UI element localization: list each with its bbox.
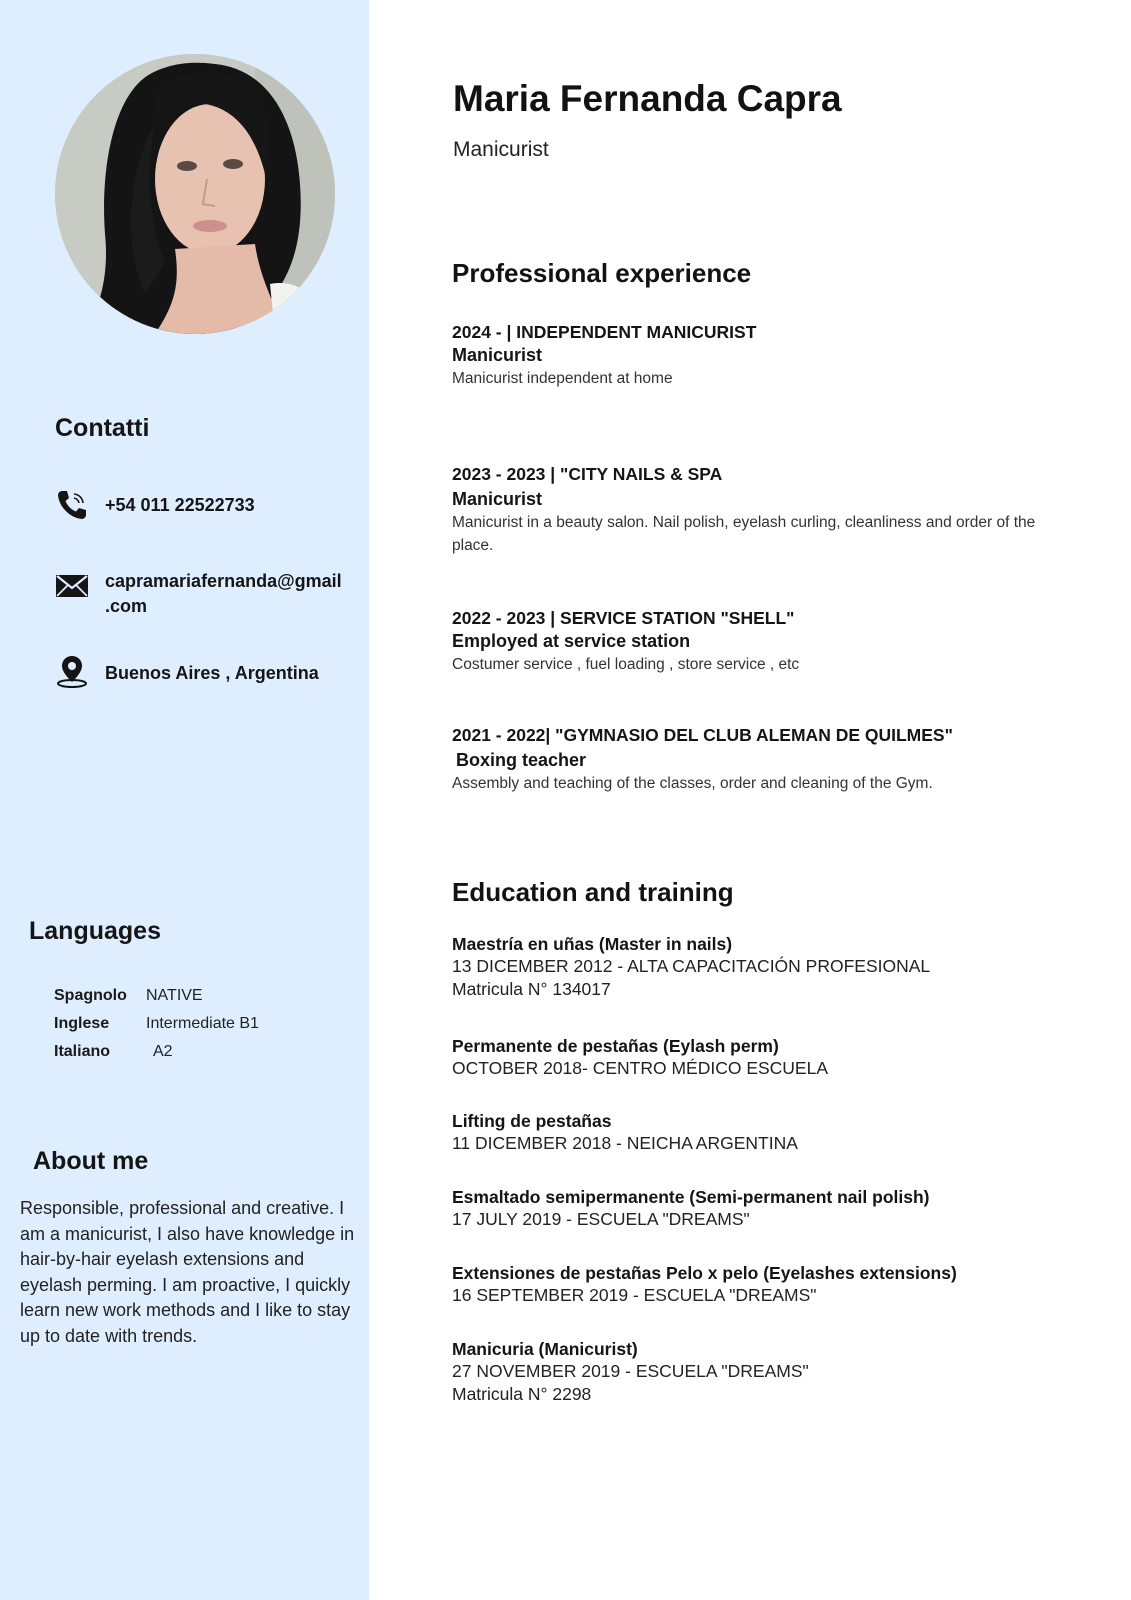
contacts-heading: Contatti — [55, 414, 150, 442]
experience-description: Costumer service , fuel loading , store service , etc — [452, 656, 800, 673]
experience-period-employer: 2023 - 2023 | "CITY NAILS & SPA — [452, 464, 723, 484]
education-item — [452, 1338, 1092, 1406]
sidebar — [0, 0, 369, 1600]
language-name: Spagnolo — [54, 987, 127, 1004]
about-heading: About me — [33, 1147, 149, 1175]
language-level: Intermediate B1 — [146, 1015, 259, 1032]
languages-heading: Languages — [29, 917, 161, 945]
experience-item — [452, 607, 1092, 676]
experience-item — [452, 463, 1092, 557]
education-item — [452, 933, 1092, 1001]
full-name: Maria Fernanda Capra — [453, 78, 842, 119]
education-title: Extensiones de pestañas Pelo x pelo (Eyelashes extensions) — [452, 1263, 957, 1283]
experience-period-employer: 2021 - 2022| "GYMNASIO DEL CLUB ALEMAN DE QUILMES" — [452, 725, 953, 745]
phone-number[interactable]: +54 011 22522733 — [105, 495, 255, 515]
experience-item — [452, 321, 1092, 390]
experience-description: Manicurist in a beauty salon. Nail polish, eyelash curling, cleanliness and order of the place. — [452, 514, 1036, 554]
experience-description: Manicurist independent at home — [452, 370, 673, 387]
language-row — [54, 1043, 173, 1061]
location-pin-icon — [55, 654, 89, 688]
education-item — [452, 1110, 1092, 1155]
language-level: A2 — [153, 1043, 173, 1060]
education-item — [452, 1035, 1092, 1080]
education-item — [452, 1186, 1092, 1231]
contact-location — [55, 654, 319, 688]
experience-heading: Professional experience — [452, 258, 752, 288]
experience-title: Employed at service station — [452, 631, 691, 651]
language-name: Inglese — [54, 1015, 110, 1032]
experience-period-employer: 2024 - | INDEPENDENT MANICURIST — [452, 322, 757, 342]
profile-photo — [55, 54, 335, 334]
experience-title: Boxing teacher — [456, 750, 587, 770]
education-title: Manicuria (Manicurist) — [452, 1339, 638, 1359]
education-title: Maestría en uñas (Master in nails) — [452, 934, 733, 954]
email-address[interactable] — [105, 569, 342, 619]
education-detail: 13 DICEMBER 2012 - ALTA CAPACITACIÓN PROFESIONAL — [452, 956, 931, 976]
profile-photo-illustration — [55, 54, 335, 334]
education-detail: 17 JULY 2019 - ESCUELA "DREAMS" — [452, 1209, 750, 1229]
experience-title: Manicurist — [452, 345, 543, 365]
education-detail: 11 DICEMBER 2018 - NEICHA ARGENTINA — [452, 1133, 798, 1153]
education-detail: 16 SEPTEMBER 2019 - ESCUELA "DREAMS" — [452, 1285, 817, 1305]
location: Buenos Aires , Argentina — [105, 663, 319, 683]
contact-email — [55, 569, 342, 619]
email-line-2: .com — [105, 596, 148, 616]
education-registration: Matricula N° 2298 — [452, 1384, 592, 1404]
experience-title: Manicurist — [452, 489, 543, 509]
experience-description: Assembly and teaching of the classes, order and cleaning of the Gym. — [452, 775, 933, 792]
experience-item — [452, 724, 1092, 795]
education-registration: Matricula N° 134017 — [452, 979, 611, 999]
education-title: Esmaltado semipermanente (Semi-permanent nail polish) — [452, 1187, 930, 1207]
education-title: Lifting de pestañas — [452, 1111, 612, 1131]
education-item — [452, 1262, 1092, 1307]
education-detail: 27 NOVEMBER 2019 - ESCUELA "DREAMS" — [452, 1361, 809, 1381]
contact-phone — [55, 488, 255, 522]
education-heading: Education and training — [452, 877, 734, 907]
experience-period-employer: 2022 - 2023 | SERVICE STATION "SHELL" — [452, 608, 795, 628]
language-row — [54, 1015, 259, 1033]
education-title: Permanente de pestañas (Eylash perm) — [452, 1036, 779, 1056]
language-level: NATIVE — [146, 987, 203, 1004]
language-name: Italiano — [54, 1043, 111, 1060]
education-detail: OCTOBER 2018- CENTRO MÉDICO ESCUELA — [452, 1058, 829, 1078]
job-role: Manicurist — [453, 138, 549, 161]
email-line-1: capramariafernanda@gmail — [105, 571, 342, 591]
language-row — [54, 987, 203, 1005]
phone-icon — [55, 488, 89, 522]
envelope-icon — [55, 569, 89, 603]
about-text: Responsible, professional and creative. I am a manicurist, I also have knowledge in hair-by-hair eyelash extensions and eyelash perming. I am proactive, I quickly learn new work methods and I like to stay up to date with trends. — [20, 1198, 355, 1346]
